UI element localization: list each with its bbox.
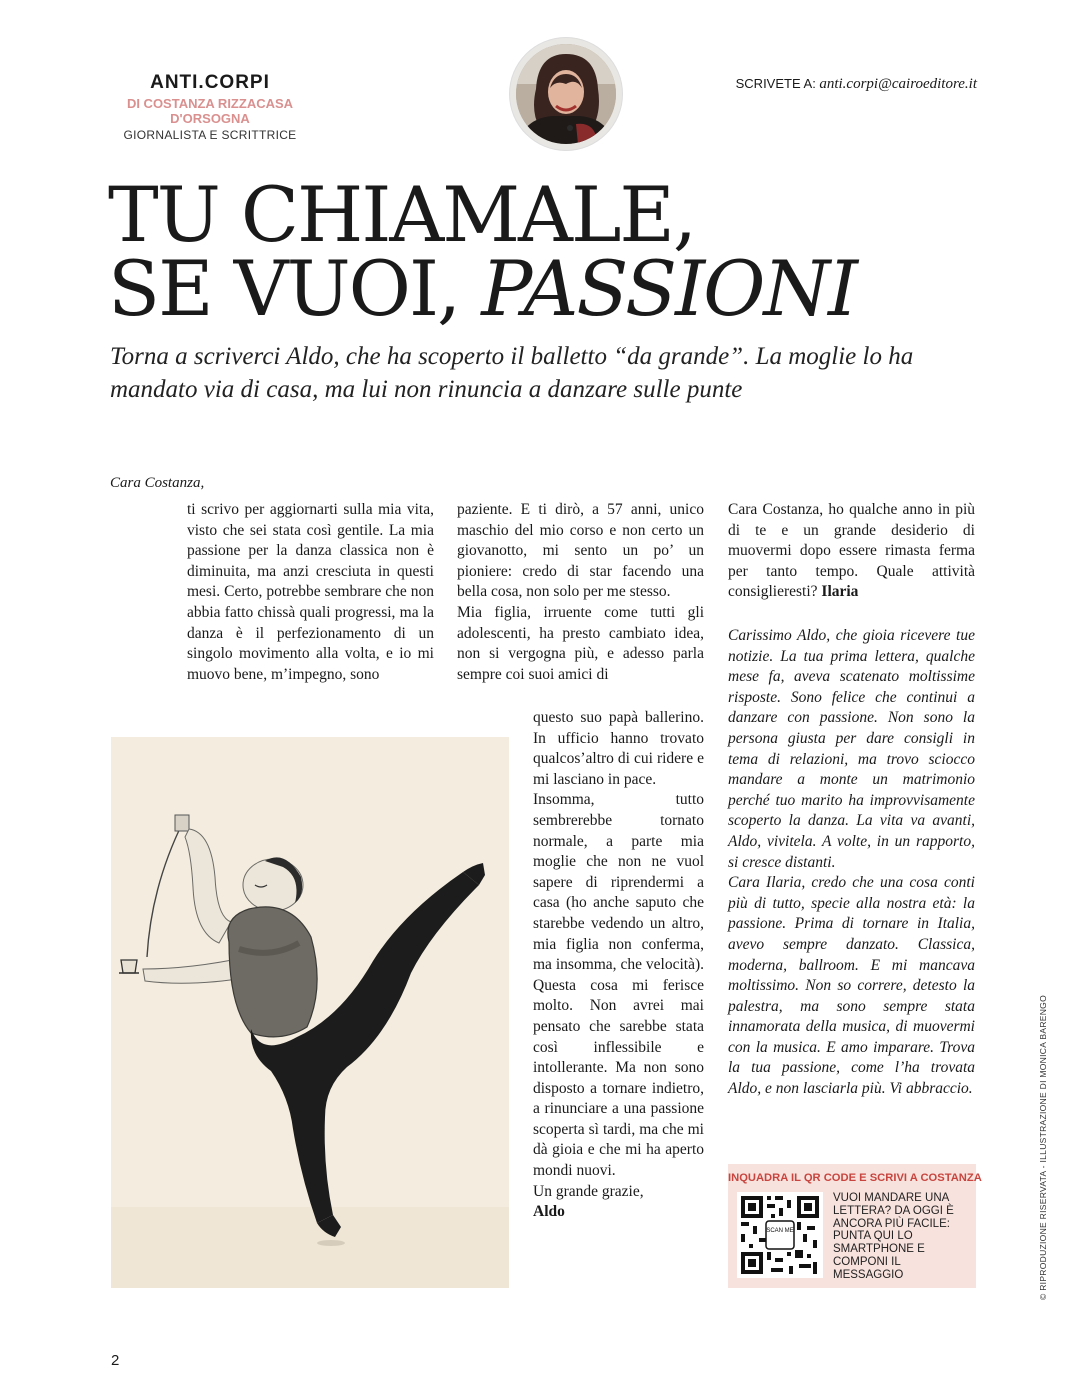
letter-paragraph: Insomma, tutto sembrerebbe tornato normale, a parte mia moglie che non ne vuol sapere di riprendermi a casa (ho anche saputo che starebbe vedendo un altro, mia figlia non conferma, ma insomma, che velocità). Questa cosa mi ferisce molto. Non avrei mai pensato che sarebbe stata così inflessibile e intollerante. Ma non sono disposto a tornare indietro, a rinunciare a una passione scoperta sì tardi, ma che mi dà gioia e che mi ha aperto mondi nuovi. — [533, 791, 704, 1180]
qr-callout — [728, 1164, 982, 1288]
letter2-text: Cara Costanza, ho qualche anno in più di te e un grande desiderio di muovermi dopo essere rimasta ferma per tanto tempo. Quale attività consiglieresti? — [728, 501, 975, 601]
letter2-paragraph — [728, 500, 975, 603]
image-credit: © RIPRODUZIONE RISERVATA - ILLUSTRAZIONE DI MONICA BARENGO — [1038, 995, 1048, 1300]
qr-badge: SCAN ME — [766, 1228, 794, 1234]
contact-label: SCRIVETE A: — [735, 76, 816, 91]
headline-line-2-italic: PASSIONI — [481, 244, 856, 333]
author-photo — [510, 38, 622, 150]
contact-line — [736, 76, 977, 93]
letter-column-2 — [457, 500, 704, 685]
reply-column — [728, 626, 975, 1100]
letter-paragraph: Un grande grazie, — [533, 1182, 644, 1200]
qr-instructions: VUOI MANDARE UNA LETTERA? DA OGGI È ANCORA PIÙ FACILE: PUNTA QUI LO SMARTPHONE E COMPONI IL MESSAGGIO — [833, 1192, 954, 1281]
letter-paragraph: paziente. E ti dirò, a 57 anni, unico maschio del mio corso e non certo un giovanotto, mi sento un po’ un pioniere: credo di star facendo una bella cosa, non solo per me stesso. — [457, 501, 704, 601]
letter2-signature: Ilaria — [821, 583, 859, 601]
reply-paragraph: Cara Ilaria, credo che una cosa conti più di tutto, specie alla nostra età: la passione. Prima di tornare in Italia, avevo sempre danzato. Classica, moderna, ballroom. E mi mancava moltissimo. Non so correre, detesto la palestra, ma sono sempre stata innamorata della musica, di muovermi con la musica. E amo imparare. Trova la tua passione, come l’ha trovata Aldo, e non lasciarla più. Vi abbraccio. — [728, 874, 975, 1098]
subtitle: Torna a scriverci Aldo, che ha scoperto il balletto “da grande”. La moglie lo ha mandato via di casa, ma lui non rinuncia a danzare sulle punte — [110, 343, 914, 403]
author-byline: DI COSTANZA RIZZACASA D'ORSOGNA — [126, 96, 294, 126]
reply-paragraph: Carissimo Aldo, che gioia ricevere tue notizie. La tua prima lettera, qualche mese fa, aveva scatenato moltissime risposte. Sono felice che continui a danzare con passione. Non sono la persona giusta per dare consigli in tema di relazioni, ma trovo sciocco mandare a monte un matrimonio perché tuo marito ha improvvisamente scoperto la danza. La vita va avanti, Aldo, vivitela. A volte, in un rapporto, si cresce distanti. — [728, 627, 975, 871]
headline-line-2-plain: SE VUOI, — [108, 244, 482, 333]
contact-email[interactable]: anti.corpi@cairoeditore.it — [819, 76, 977, 92]
qr-code[interactable] — [737, 1192, 823, 1278]
letter-signature: Aldo — [533, 1203, 565, 1221]
letter-paragraph: Mia figlia, irruente come tutti gli adolescenti, ha presto cambiato idea, non si vergogna più, e adesso parla sempre coi suoi amici di — [457, 603, 704, 683]
page-number: 2 — [111, 1352, 120, 1369]
author-role: GIORNALISTA E SCRITTRICE — [123, 128, 297, 142]
section-title: ANTI.CORPI — [150, 72, 270, 93]
letter-paragraph: ti scrivo per aggiornarti sulla mia vita, visto che sei stata così gentile. La mia passione per la danza classica non è diminuita, ma anzi cresciuta in questi mesi. Certo, potrebbe sembrare che non abbia fatto chissà quali progressi, ma la danza è il perfezionamento di un singolo movimento alla volta, e io mi muovo bene, m’impegno, sono — [187, 501, 434, 683]
letter2-column — [728, 500, 975, 603]
headline-line-1: TU CHIAMALE, — [108, 170, 696, 259]
letter-column-2-narrow — [533, 708, 704, 1223]
headline — [108, 170, 968, 333]
letter-paragraph: questo suo papà ballerino. In ufficio hanno trovato qualcos’altro di cui ridere e mi lasciano in pace. — [533, 709, 704, 788]
column-brand — [110, 72, 310, 142]
qr-title: INQUADRA IL QR CODE E SCRIVI A COSTANZA — [728, 1172, 982, 1184]
letter-greeting: Cara Costanza, — [110, 475, 205, 491]
illustration-dancer — [111, 737, 509, 1288]
headline-line-2 — [108, 244, 968, 333]
letter-column-1 — [187, 500, 434, 685]
